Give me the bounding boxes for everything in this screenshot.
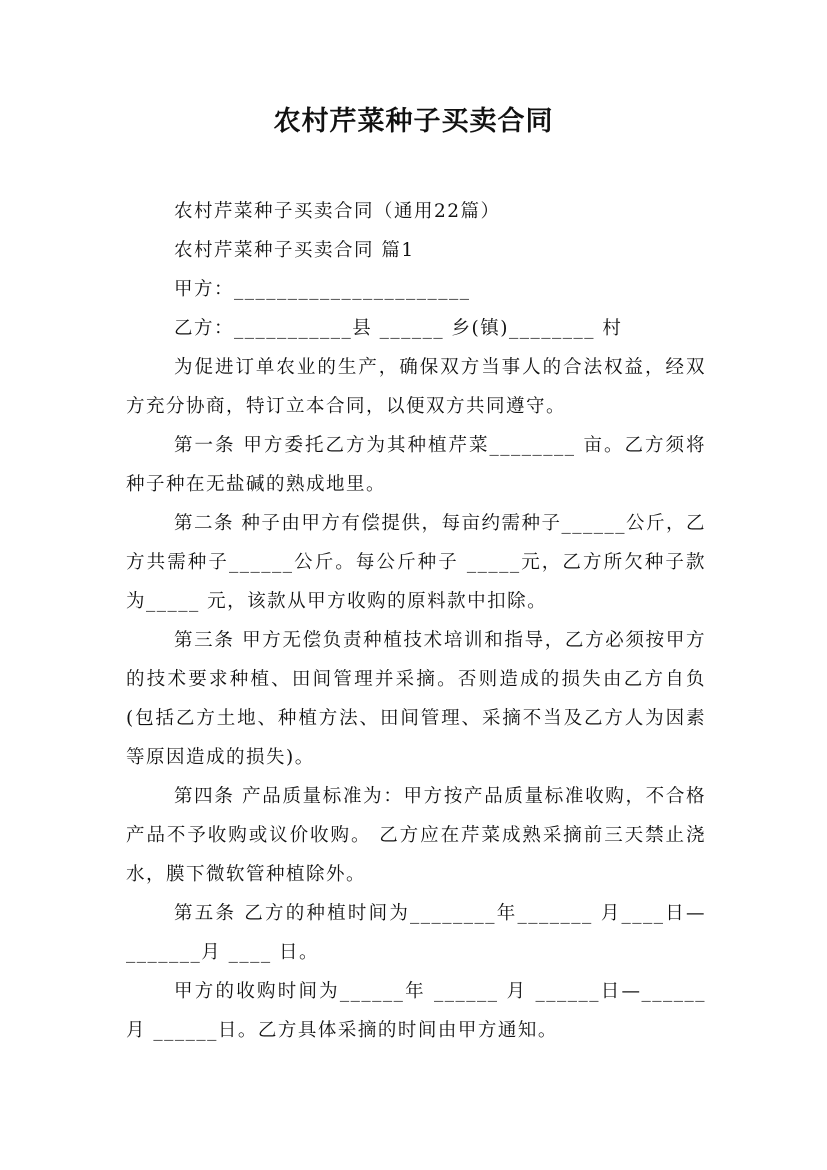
paragraph-article-2: 第二条 种子由甲方有偿提供，每亩约需种子______公斤，乙方共需种子______公斤。每公斤种子 _____元，乙方所欠种子款为_____ 元，该款从甲方收购的原料款中扣除。 xyxy=(126,513,706,612)
paragraph-article-5: 第五条 乙方的种植时间为________年_______ 月____日— _______月 ____ 日。 xyxy=(126,903,714,963)
document-body xyxy=(126,192,714,1050)
paragraph-preamble: 为促进订单农业的生产，确保双方当事人的合法权益，经双方充分协商，特订立本合同，以便双方共同遵守。 xyxy=(126,357,706,417)
paragraph-purchase-time: 甲方的收购时间为______年 ______ 月 ______日—______月 ______日。乙方具体采摘的时间由甲方通知。 xyxy=(126,981,706,1041)
paragraph-section-heading: 农村芹菜种子买卖合同 篇1 xyxy=(174,240,415,261)
paragraph-article-1: 第一条 甲方委托乙方为其种植芹菜________ 亩。乙方须将种子种在无盐碱的熟成地里。 xyxy=(126,435,706,495)
paragraph-article-4: 第四条 产品质量标准为：甲方按产品质量标准收购，不合格产品不予收购或议价收购。 乙方应在芹菜成熟采摘前三天禁止浇水，膜下微软管种植除外。 xyxy=(126,786,706,885)
paragraph-party-b: 乙方：___________县 ______ 乡(镇)________ 村 xyxy=(174,318,623,339)
paragraph-party-a: 甲方：______________________ xyxy=(174,279,471,300)
paragraph-subtitle: 农村芹菜种子买卖合同（通用22篇） xyxy=(174,201,501,222)
paragraph-article-3: 第三条 甲方无偿负责种植技术培训和指导，乙方必须按甲方的技术要求种植、田间管理并采摘。否则造成的损失由乙方自负(包括乙方土地、种植方法、田间管理、采摘不当及乙方人为因素等原因造成的损失)。 xyxy=(126,630,706,768)
document-title: 农村芹菜种子买卖合同 xyxy=(273,106,554,137)
